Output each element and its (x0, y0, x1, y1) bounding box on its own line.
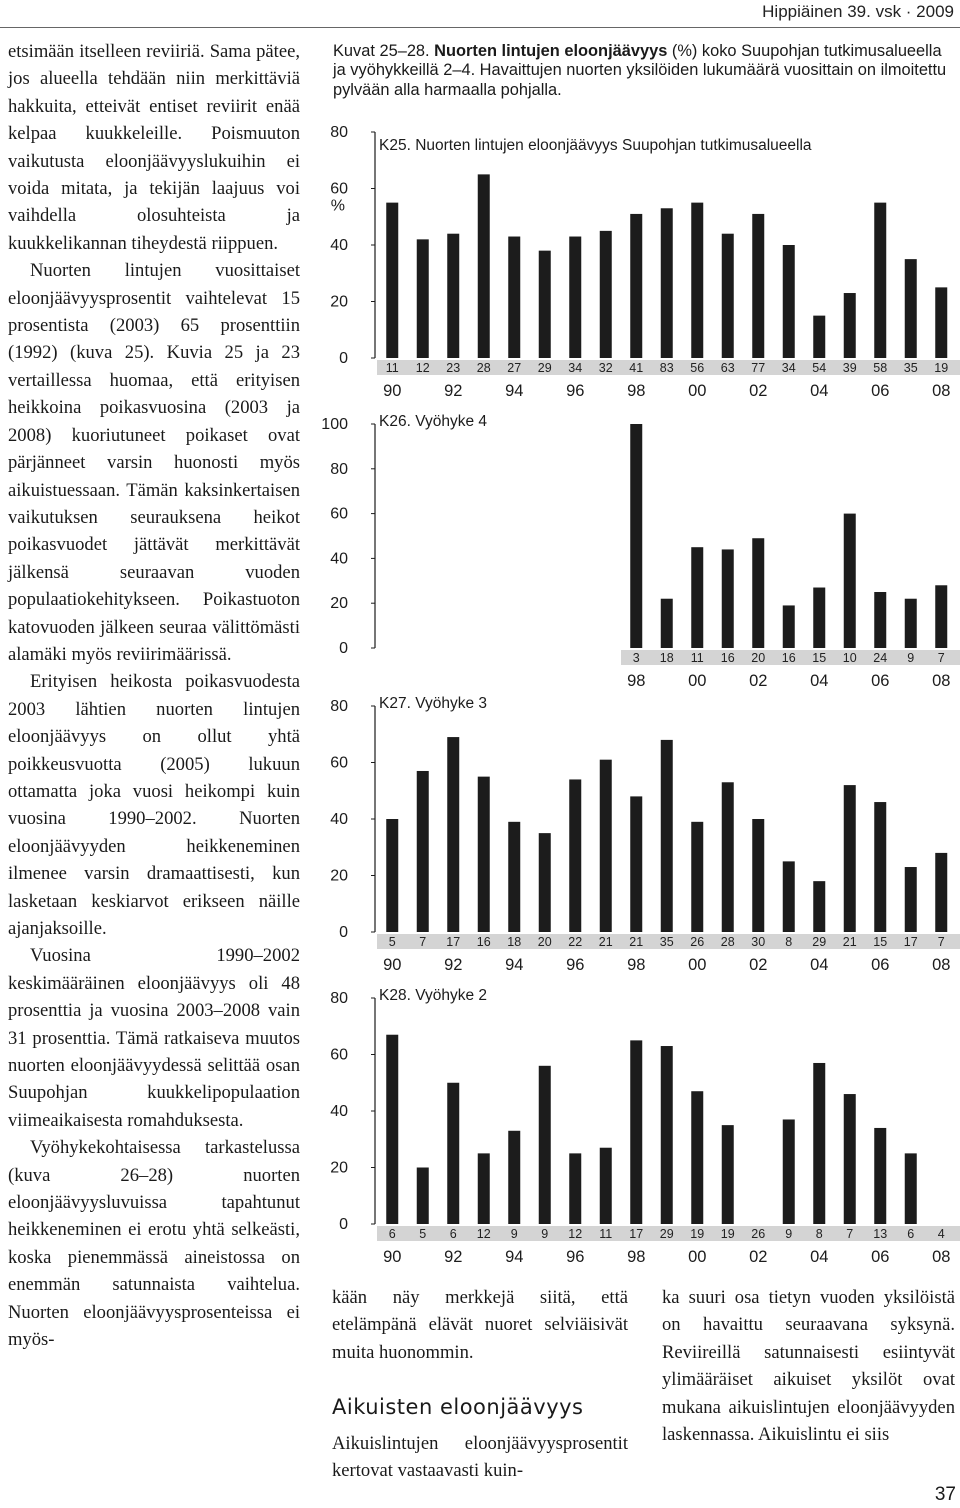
bar-1992 (447, 1083, 459, 1224)
count-label: 18 (507, 935, 522, 949)
bar-1993 (478, 777, 490, 932)
count-label: 6 (388, 1227, 396, 1241)
bar-1992 (447, 234, 459, 358)
bar-1997 (600, 1148, 612, 1224)
bar-2008 (935, 853, 947, 932)
x-tick-label: 94 (505, 956, 524, 974)
count-label: 9 (907, 651, 915, 665)
bar-1990 (386, 819, 398, 932)
count-label: 9 (541, 1227, 549, 1241)
x-tick-label: 04 (810, 672, 829, 690)
y-tick-label: 20 (330, 1159, 348, 1177)
count-label: 21 (598, 935, 613, 949)
count-label: 54 (812, 361, 827, 375)
bar-2005 (844, 293, 856, 358)
x-tick-label: 08 (932, 382, 951, 400)
x-tick-label: 02 (749, 382, 768, 400)
x-tick-label: 00 (688, 1248, 707, 1266)
bar-2007 (905, 867, 917, 932)
count-label: 29 (659, 1227, 674, 1241)
bar-2003 (783, 245, 795, 358)
count-label: 20 (751, 651, 766, 665)
bar-2007 (905, 259, 917, 358)
page-number: 37 (934, 1484, 956, 1505)
x-tick-label: 06 (871, 672, 890, 690)
bar-2005 (844, 785, 856, 932)
y-tick-label: 40 (330, 1103, 348, 1120)
y-tick-label: 80 (330, 990, 348, 1007)
count-label: 21 (629, 935, 644, 949)
count-label: 29 (812, 935, 827, 949)
bar-1998 (630, 1040, 642, 1224)
count-label: 16 (781, 651, 796, 665)
count-label: 12 (568, 1227, 583, 1241)
bottom-middle-paragraph: kään näy merkkejä siitä, että etelämpänä elävät nuoret selviäisivät muita huonommin. (332, 1287, 628, 1363)
x-tick-label: 04 (810, 382, 829, 400)
count-label: 5 (388, 935, 396, 949)
x-tick-label: 92 (444, 1248, 463, 1266)
count-label: 19 (934, 361, 949, 375)
y-tick-label: 60 (330, 754, 348, 772)
bar-2002 (752, 214, 764, 358)
bar-2006 (874, 802, 886, 932)
x-tick-label: 06 (871, 1248, 890, 1266)
count-label: 11 (690, 651, 704, 665)
count-label: 3 (632, 651, 640, 665)
x-tick-label: 96 (566, 382, 585, 400)
bar-2001 (722, 234, 734, 358)
caption-rest: (%) koko Suupohjan tutkimusalueella ja vyöhykkeillä 2–4. Havaittujen nuorten yksilöiden lukumäärä vuosittain on ilmoitettu pylvään alla harmaalla pohjalla. (333, 42, 947, 99)
count-label: 34 (781, 361, 796, 375)
count-label: 24 (873, 651, 888, 665)
chart-title: K27. Vyöhyke 3 (379, 695, 487, 712)
count-label: 77 (751, 361, 766, 375)
count-label: 7 (846, 1227, 854, 1241)
bar-1999 (661, 208, 673, 358)
count-label: 29 (537, 361, 552, 375)
bar-2000 (691, 547, 703, 648)
y-tick-label: 100 (321, 416, 348, 433)
count-label: 16 (720, 651, 735, 665)
count-label: 8 (815, 1227, 823, 1241)
x-tick-label: 98 (627, 382, 646, 400)
bar-2007 (905, 1153, 917, 1224)
bar-1991 (417, 1168, 429, 1225)
x-tick-label: 90 (383, 382, 402, 400)
bar-2000 (691, 822, 703, 932)
bar-1993 (478, 174, 490, 358)
bottom-middle-column (332, 1284, 628, 1484)
count-label: 11 (599, 1227, 613, 1241)
count-label: 58 (873, 361, 888, 375)
count-label: 27 (507, 361, 522, 375)
bar-1992 (447, 737, 459, 932)
count-label: 12 (415, 361, 430, 375)
x-tick-label: 00 (688, 672, 707, 690)
count-label: 17 (629, 1227, 644, 1241)
bar-2001 (722, 549, 734, 648)
x-tick-label: 96 (566, 956, 585, 974)
x-tick-label: 02 (749, 956, 768, 974)
bar-1994 (508, 1131, 520, 1224)
body-paragraph: Nuorten lintujen vuosittaiset eloonjäävyysprosentit vaihtelevat 15 prosentista (2003) 65 prosenttiin (1992) (kuva 25). Kuvia 25 ja 23 vertaillessa huomaa, että erityisen heikkoina poikasvuosina (2003 ja 2008) kuoriutuneet poikaset ovat pärjänneet varsin huonosti myös aikuistuessaan. Tämän kaksinkertaisen vaikutuksen seurauksena heikot poikasvuodet jättävät merkittävät jälkensä seuraavan vuoden populaatiokehitykseen. Poikastuoton katovuoden jälkeen seuraa välittömästi alamäki myös reviirimäärissä. (8, 260, 300, 665)
bar-2004 (813, 1063, 825, 1224)
bar-1997 (600, 231, 612, 358)
bar-1994 (508, 822, 520, 932)
bar-1998 (630, 424, 642, 648)
count-label: 15 (873, 935, 888, 949)
caption-bold: Nuorten lintujen eloonjäävyys (434, 42, 668, 60)
count-label: 41 (629, 361, 644, 375)
count-label: 9 (785, 1227, 793, 1241)
count-label: 9 (510, 1227, 518, 1241)
bar-2006 (874, 1128, 886, 1224)
chart-title: K28. Vyöhyke 2 (379, 987, 487, 1004)
bar-1996 (569, 1153, 581, 1224)
count-label: 28 (476, 361, 491, 375)
body-paragraph: Vyöhykekohtaisessa tarkastelussa (kuva 26–28) nuorten eloonjäävyysluvuissa tapahtunut heikkeneminen ei erotu yhtä selkeästi, koska pienemmässä aineistossa on enemmän satunnaista vaihtelua. Nuorten eloonjäävyysprosenteissa ei myös- (8, 1137, 300, 1351)
figure-caption (333, 42, 958, 100)
chart-title: K26. Vyöhyke 4 (379, 413, 487, 430)
bar-2006 (874, 592, 886, 648)
x-tick-label: 08 (932, 672, 951, 690)
y-tick-label: 80 (330, 124, 348, 141)
bar-1991 (417, 771, 429, 932)
bar-2000 (691, 203, 703, 358)
x-tick-label: 90 (383, 956, 402, 974)
bottom-right-paragraph: ka suuri osa tietyn vuoden yksilöistä on havaittu seuraavana syksynä. Reviireillä satunnaisesti esiintyvät ylimääräiset aikuiset yksilöt ovat mukana aikuislintujen eloonjäävyyden laskennassa. Aikuislintu ei siis (662, 1287, 955, 1446)
bar-1996 (569, 779, 581, 932)
bar-1994 (508, 237, 520, 358)
body-paragraph: etsimään itselleen reviiriä. Sama pätee, jos alueella tehdään niin merkittäviä hakkuita, etteivät entiset reviirit enää kelpaa kuukkeleille. Poismuuton vaikutusta eloonjäävyyslukuihin ei voida mitata, ja tekijän laajuus voi vaihdella olosuhteista ja kuukkelikannan tiheydestä riippuen. (8, 41, 300, 254)
count-label: 19 (690, 1227, 705, 1241)
x-tick-label: 08 (932, 1248, 951, 1266)
count-label: 17 (446, 935, 461, 949)
bottom-right-column (662, 1284, 955, 1448)
left-text-column (8, 38, 300, 1354)
bar-2008 (935, 287, 947, 358)
y-tick-label: 0 (339, 640, 348, 657)
y-tick-label: 20 (330, 867, 348, 885)
count-label: 13 (873, 1227, 888, 1241)
count-label: 34 (568, 361, 583, 375)
y-tick-label: 60 (330, 505, 348, 523)
count-label: 56 (690, 361, 705, 375)
bar-1995 (539, 251, 551, 358)
count-label: 21 (842, 935, 857, 949)
count-label: 19 (720, 1227, 735, 1241)
count-label: 7 (937, 651, 945, 665)
bar-1991 (417, 239, 429, 358)
bar-2001 (722, 782, 734, 932)
count-label: 23 (446, 361, 461, 375)
x-tick-label: 08 (932, 956, 951, 974)
chart-title: K25. Nuorten lintujen eloonjäävyys Suupohjan tutkimusalueella (379, 137, 812, 154)
bar-1997 (600, 760, 612, 932)
bar-1999 (661, 599, 673, 648)
bar-2004 (813, 316, 825, 358)
count-label: 6 (907, 1227, 915, 1241)
y-tick-label: 40 (330, 811, 348, 828)
y-tick-label: 0 (339, 924, 348, 941)
count-label: 26 (751, 1227, 766, 1241)
bar-1995 (539, 1066, 551, 1224)
y-tick-label: 60 (330, 1046, 348, 1064)
bar-2005 (844, 514, 856, 648)
x-tick-label: 04 (810, 1248, 829, 1266)
x-tick-label: 00 (688, 956, 707, 974)
x-tick-label: 90 (383, 1248, 402, 1266)
x-tick-label: 98 (627, 672, 646, 690)
bar-1998 (630, 796, 642, 932)
bar-2002 (752, 538, 764, 648)
count-label: 6 (449, 1227, 457, 1241)
bar-2004 (813, 588, 825, 648)
bar-2007 (905, 599, 917, 648)
count-label: 16 (476, 935, 491, 949)
x-tick-label: 92 (444, 956, 463, 974)
count-label: 17 (903, 935, 918, 949)
y-tick-label: 60 (330, 180, 348, 198)
x-tick-label: 94 (505, 382, 524, 400)
count-label: 35 (659, 935, 674, 949)
charts-panel (320, 110, 960, 1280)
y-tick-label: 40 (330, 237, 348, 254)
x-tick-label: 02 (749, 672, 768, 690)
bar-2008 (935, 585, 947, 648)
bar-2000 (691, 1091, 703, 1224)
count-label: 18 (659, 651, 674, 665)
bar-2003 (783, 1119, 795, 1224)
header-rule (0, 27, 960, 28)
y-axis-label: % (330, 197, 345, 215)
bar-1999 (661, 740, 673, 932)
x-tick-label: 06 (871, 956, 890, 974)
bar-1996 (569, 237, 581, 358)
section-heading: Aikuisten eloonjäävyys (332, 1395, 584, 1420)
y-tick-label: 80 (330, 460, 348, 478)
bottom-middle-paragraph-2: Aikuislintujen eloonjäävyysprosentit kertovat vastaavasti kuin- (332, 1432, 628, 1482)
bar-1999 (661, 1046, 673, 1224)
count-label: 10 (842, 651, 857, 665)
body-paragraph: Erityisen heikosta poikasvuodesta 2003 lähtien nuorten lintujen eloonjäävyys on ollut yhtä poikkeusvuotta (2005) lukuun ottamatta joka vuosi heikompi kuin vuosina 1990–2002. Nuorten eloonjäävyyden heikkeneminen ilmenee varsin dramaattisesti, kun lasketaan keskiarvot erikseen näille ajanjaksoille. (8, 671, 300, 939)
count-label: 4 (937, 1227, 945, 1241)
count-label: 7 (937, 935, 945, 949)
bar-2004 (813, 881, 825, 932)
count-label: 32 (598, 361, 613, 375)
count-label: 7 (419, 935, 427, 949)
count-label: 26 (690, 935, 705, 949)
running-header: Hippiäinen 39. vsk · 2009 (762, 2, 954, 21)
count-label: 15 (812, 651, 827, 665)
x-tick-label: 02 (749, 1248, 768, 1266)
bar-2003 (783, 605, 795, 648)
body-paragraph: Vuosina 1990–2002 keskimääräinen eloonjäävyys oli 48 prosenttia ja vuosina 2003–2008 vain 31 prosenttia. Tämä ratkaiseva muutos nuorten eloonjäävyydessä selittää osan Suupohjan kuukkelipopulaation viimeaikaisesta romahduksesta. (8, 945, 300, 1131)
caption-prefix: Kuvat 25–28. (333, 42, 435, 60)
y-tick-label: 80 (330, 698, 348, 715)
count-label: 20 (537, 935, 552, 949)
x-tick-label: 92 (444, 382, 463, 400)
count-label: 39 (842, 361, 857, 375)
y-tick-label: 0 (339, 350, 348, 367)
bar-1993 (478, 1153, 490, 1224)
count-label: 12 (476, 1227, 491, 1241)
bar-2003 (783, 861, 795, 932)
x-tick-label: 94 (505, 1248, 524, 1266)
x-tick-label: 96 (566, 1248, 585, 1266)
y-tick-label: 20 (330, 293, 348, 311)
count-label: 30 (751, 935, 766, 949)
count-label: 11 (385, 361, 399, 375)
y-tick-label: 0 (339, 1216, 348, 1233)
count-label: 22 (568, 935, 583, 949)
x-tick-label: 06 (871, 382, 890, 400)
count-label: 63 (720, 361, 735, 375)
x-tick-label: 04 (810, 956, 829, 974)
bar-1995 (539, 833, 551, 932)
bar-2001 (722, 1125, 734, 1224)
count-label: 83 (659, 361, 674, 375)
count-label: 35 (903, 361, 918, 375)
count-label: 5 (419, 1227, 427, 1241)
count-label: 28 (720, 935, 735, 949)
bar-2006 (874, 203, 886, 358)
count-label: 8 (785, 935, 793, 949)
y-tick-label: 20 (330, 595, 348, 613)
bar-1990 (386, 1035, 398, 1224)
x-tick-label: 98 (627, 1248, 646, 1266)
x-tick-label: 98 (627, 956, 646, 974)
bar-1998 (630, 214, 642, 358)
bar-2002 (752, 819, 764, 932)
x-tick-label: 00 (688, 382, 707, 400)
y-tick-label: 40 (330, 550, 348, 568)
bar-2005 (844, 1094, 856, 1224)
bar-1990 (386, 203, 398, 358)
